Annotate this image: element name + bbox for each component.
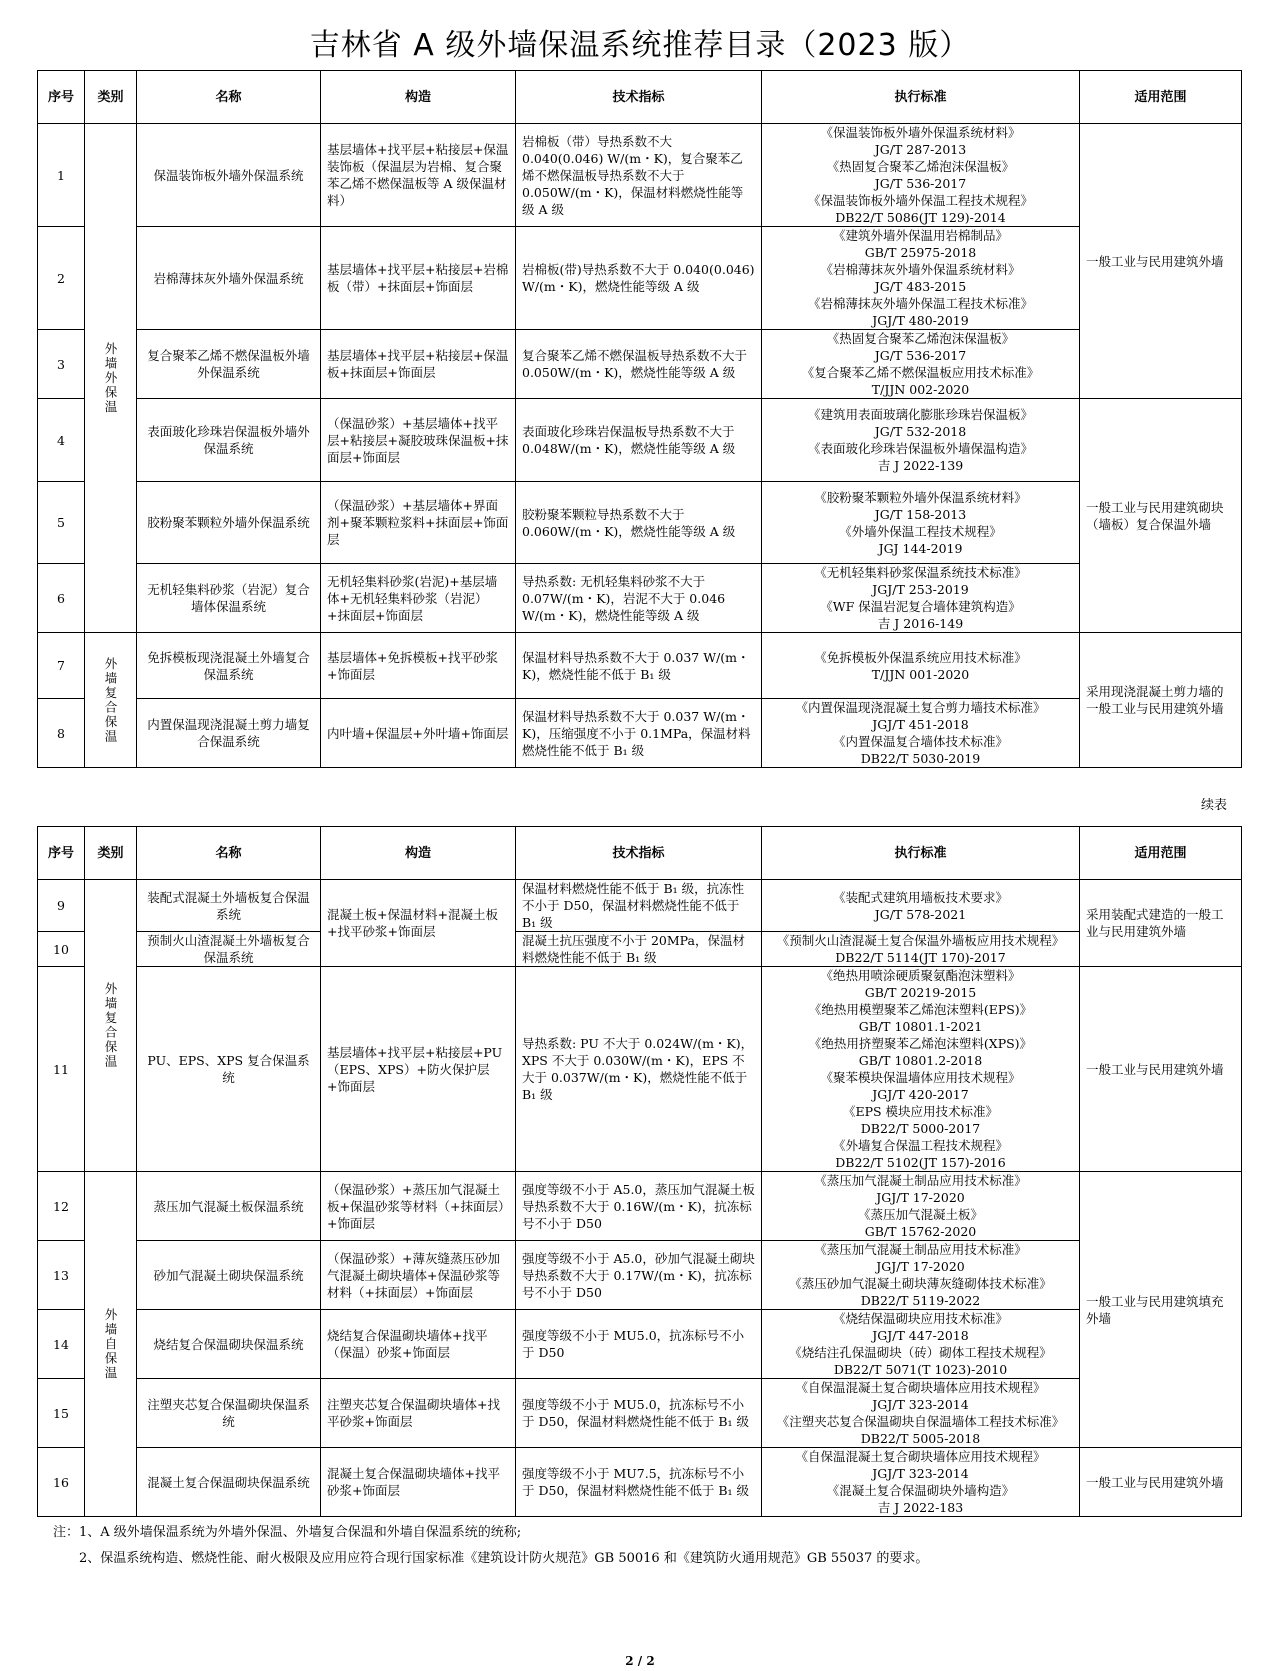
- construction-cell: （保温砂浆）+蒸压加气混凝土板+保温砂浆等材料（+抹面层）+饰面层: [321, 1172, 516, 1241]
- standard-line: 《外墙外保温工程技术规程》: [839, 523, 1002, 539]
- tech-spec-cell: 强度等级不小于 MU7.5，抗冻标号不小于 D50，保温材料燃烧性能不低于 B₁ 级: [516, 1448, 762, 1517]
- tech-spec-cell: 岩棉板(带)导热系数不大于 0.040(0.046) W/(m・K)，燃烧性能等级 A 级: [516, 227, 762, 330]
- scope-cell: 一般工业与民用建筑外墙: [1080, 1448, 1242, 1517]
- header-tech: 技术指标: [516, 827, 762, 880]
- system-name: 注塑夹芯复合保温砌块保温系统: [137, 1379, 321, 1448]
- standard-line: JGJ/T 451-2018: [872, 717, 969, 732]
- note-1: 注：1、A 级外墙保温系统为外墙外保温、外墙复合保温和外墙自保温系统的统称;: [53, 1525, 522, 1540]
- construction-cell: 无机轻集料砂浆(岩泥)+基层墙体+无机轻集料砂浆（岩泥）+抹面层+饰面层: [321, 564, 516, 633]
- standard-line: 《建筑外墙外保温用岩棉制品》: [832, 228, 1008, 243]
- standard-line: JGJ/T 17-2020: [876, 1259, 965, 1274]
- standard-line: 《烧结注孔保温砌块（砖）砌体工程技术规程》: [789, 1345, 1052, 1360]
- table-row: [38, 1310, 1242, 1379]
- tech-spec-cell: 导热系数: 无机轻集料砂浆不大于 0.07W/(m・K)，岩泥不大于 0.046 W/(m・K)，燃烧性能等级 A 级: [516, 564, 762, 633]
- standard-line: JGJ/T 323-2014: [872, 1466, 969, 1481]
- tech-spec-cell: 复合聚苯乙烯不燃保温板导热系数不大于 0.050W/(m・K)，燃烧性能等级 A 级: [516, 330, 762, 399]
- standard-line: JGJ/T 447-2018: [872, 1328, 969, 1343]
- system-name: 胶粉聚苯颗粒外墙外保温系统: [137, 482, 321, 564]
- category-cell: 外墙复合保温: [85, 880, 137, 1172]
- standard-line: 吉 J 2016-149: [877, 616, 964, 631]
- tech-spec-cell: 强度等级不小于 MU5.0，抗冻标号不小于 D50，保温材料燃烧性能不低于 B₁ 级: [516, 1379, 762, 1448]
- header-scope: 适用范围: [1080, 71, 1242, 124]
- standard-line: 《岩棉薄抹灰外墙外保温工程技术标准》: [807, 296, 1033, 311]
- standard-line: 《蒸压砂加气混凝土砌块薄灰缝砌体技术标准》: [789, 1276, 1052, 1291]
- standard-line: DB22/T 5000-2017: [860, 1121, 981, 1136]
- construction-cell: 基层墙体+免拆模板+找平砂浆+饰面层: [321, 633, 516, 699]
- header-category: 类别: [85, 71, 137, 124]
- standard-cell: [762, 880, 1080, 932]
- row-number: 14: [38, 1310, 85, 1379]
- construction-cell: （保温砂浆）+薄灰缝蒸压砂加气混凝土砌块墙体+保温砂浆等材料（+抹面层）+饰面层: [321, 1241, 516, 1310]
- tech-spec-cell: 强度等级不小于 A5.0，蒸压加气混凝土板导热系数不大于 0.16W/(m・K)，抗冻标号不小于 D50: [516, 1172, 762, 1241]
- standard-line: JG/T 287-2013: [874, 142, 967, 157]
- standard-line: GB/T 10801.1-2021: [858, 1019, 983, 1034]
- construction-cell: 混凝土板+保温材料+混凝土板+找平砂浆+饰面层: [321, 880, 516, 967]
- note-2: 2、保温系统构造、燃烧性能、耐火极限及应用应符合现行国家标准《建筑设计防火规范》GB 50016 和《建筑防火通用规范》GB 55037 的要求。: [79, 1551, 929, 1566]
- standard-line: JG/T 536-2017: [874, 348, 967, 363]
- system-name: 内置保温现浇混凝土剪力墙复合保温系统: [137, 699, 321, 768]
- standard-line: GB/T 25975-2018: [864, 245, 977, 260]
- row-number: 1: [38, 124, 85, 227]
- header-construction: 构造: [321, 827, 516, 880]
- standard-line: 《无机轻集料砂浆保温系统技术标准》: [814, 565, 1027, 580]
- standard-line: 《蒸压加气混凝土制品应用技术标准》: [814, 1173, 1027, 1188]
- standard-line: GB/T 10801.2-2018: [858, 1053, 983, 1068]
- notes: [53, 1520, 928, 1572]
- construction-cell: 基层墙体+找平层+粘接层+保温装饰板（保温层为岩棉、复合聚苯乙烯不燃保温板等 A 级保温材料）: [321, 124, 516, 227]
- standard-line: DB22/T 5119-2022: [860, 1293, 981, 1308]
- standard-line: DB22/T 5030-2019: [860, 751, 981, 766]
- scope-cell: 一般工业与民用建筑填充外墙: [1080, 1172, 1242, 1448]
- standard-line: GB/T 20219-2015: [864, 985, 977, 1000]
- scope-cell: 采用装配式建造的一般工业与民用建筑外墙: [1080, 880, 1242, 967]
- standard-line: 《预制火山渣混凝土复合保温外墙板应用技术规程》: [776, 933, 1065, 948]
- header-no: 序号: [38, 827, 85, 880]
- header-no: 序号: [38, 71, 85, 124]
- standard-cell: [762, 564, 1080, 633]
- standard-line: 《绝热用喷涂硬质聚氨酯泡沫塑料》: [820, 968, 1021, 983]
- header-category: 类别: [85, 827, 137, 880]
- scope-cell: 一般工业与民用建筑外墙: [1080, 124, 1242, 399]
- category-cell: 外墙自保温: [85, 1172, 137, 1517]
- scope-cell: 采用现浇混凝土剪力墙的一般工业与民用建筑外墙: [1080, 633, 1242, 768]
- header-tech: 技术指标: [516, 71, 762, 124]
- standard-cell: [762, 1448, 1080, 1517]
- header-standard: 执行标准: [762, 71, 1080, 124]
- standard-line: 《混凝土复合保温砌块外墙构造》: [826, 1483, 1015, 1498]
- table-row: [38, 124, 1242, 227]
- header-name: 名称: [137, 827, 321, 880]
- catalog-table-2: [37, 826, 1242, 1517]
- table-row: [38, 1172, 1242, 1241]
- standard-line: 《内置保温现浇混凝土复合剪力墙技术标准》: [795, 700, 1046, 715]
- standard-cell: [762, 124, 1080, 227]
- standard-cell: [762, 932, 1080, 967]
- construction-cell: （保温砂浆）+基层墙体+界面剂+聚苯颗粒浆料+抹面层+饰面层: [321, 482, 516, 564]
- standard-line: 《EPS 模块应用技术标准》: [842, 1104, 999, 1119]
- standard-line: JGJ/T 323-2014: [872, 1397, 969, 1412]
- standard-cell: [762, 633, 1080, 699]
- header-name: 名称: [137, 71, 321, 124]
- standard-line: 《绝热用模塑聚苯乙烯泡沫塑料(EPS)》: [808, 1002, 1033, 1017]
- row-number: 8: [38, 699, 85, 768]
- standard-cell: [762, 399, 1080, 482]
- tech-spec-cell: 混凝土抗压强度不小于 20MPa，保温材料燃烧性能不低于 B₁ 级: [516, 932, 762, 967]
- row-number: 13: [38, 1241, 85, 1310]
- row-number: 4: [38, 399, 85, 482]
- table-row: [38, 564, 1242, 633]
- construction-cell: 注塑夹芯复合保温砌块墙体+找平砂浆+饰面层: [321, 1379, 516, 1448]
- standard-line: 《保温装饰板外墙外保温工程技术规程》: [807, 193, 1033, 208]
- standard-cell: [762, 330, 1080, 399]
- system-name: 混凝土复合保温砌块保温系统: [137, 1448, 321, 1517]
- standard-line: 《表面玻化珍珠岩保温板外墙保温构造》: [807, 441, 1033, 456]
- system-name: 无机轻集料砂浆（岩泥）复合墙体保温系统: [137, 564, 321, 633]
- tech-spec-cell: 胶粉聚苯颗粒导热系数不大于 0.060W/(m・K)，燃烧性能等级 A 级: [516, 482, 762, 564]
- table-row: [38, 967, 1242, 1172]
- standard-line: 《绝热用挤塑聚苯乙烯泡沫塑料(XPS)》: [808, 1036, 1033, 1051]
- standard-line: 《胶粉聚苯颗粒外墙外保温系统材料》: [814, 489, 1027, 505]
- standard-line: DB22/T 5071(T 1023)-2010: [833, 1362, 1008, 1377]
- system-name: PU、EPS、XPS 复合保温系统: [137, 967, 321, 1172]
- standard-line: 《内置保温复合墙体技术标准》: [832, 734, 1008, 749]
- standard-line: 吉 J 2022-183: [877, 1500, 964, 1515]
- system-name: 复合聚苯乙烯不燃保温板外墙外保温系统: [137, 330, 321, 399]
- table-row: [38, 699, 1242, 768]
- standard-line: 《免拆模板外保温系统应用技术标准》: [814, 649, 1027, 665]
- construction-cell: 内叶墙+保温层+外叶墙+饰面层: [321, 699, 516, 768]
- system-name: 装配式混凝土外墙板复合保温系统: [137, 880, 321, 932]
- table-row: [38, 880, 1242, 932]
- standard-line: DB22/T 5102(JT 157)-2016: [835, 1155, 1006, 1170]
- header-standard: 执行标准: [762, 827, 1080, 880]
- table-row: [38, 633, 1242, 699]
- table-row: [38, 227, 1242, 330]
- standard-line: 吉 J 2022-139: [877, 458, 964, 473]
- tech-spec-cell: 保温材料燃烧性能不低于 B₁ 级，抗冻性不小于 D50，保温材料燃烧性能不低于 B₁ 级: [516, 880, 762, 932]
- standard-line: JGJ/T 480-2019: [872, 313, 969, 328]
- standard-line: 《WF 保温岩泥复合墙体建筑构造》: [820, 599, 1021, 614]
- header-scope: 适用范围: [1080, 827, 1242, 880]
- standard-cell: [762, 482, 1080, 564]
- standard-cell: [762, 1379, 1080, 1448]
- standard-line: JG/T 483-2015: [874, 279, 967, 294]
- tech-spec-cell: 强度等级不小于 A5.0，砂加气混凝土砌块导热系数不大于 0.17W/(m・K)，抗冻标号不小于 D50: [516, 1241, 762, 1310]
- standard-line: DB22/T 5086(JT 129)-2014: [835, 210, 1006, 225]
- row-number: 16: [38, 1448, 85, 1517]
- construction-cell: （保温砂浆）+基层墙体+找平层+粘接层+凝胶玻珠保温板+抹面层+饰面层: [321, 399, 516, 482]
- tech-spec-cell: 导热系数: PU 不大于 0.024W/(m・K)，XPS 不大于 0.030W/(m・K)，EPS 不大于 0.037W/(m・K)，燃烧性能不低于 B₁ 级: [516, 967, 762, 1172]
- standard-line: 《自保温混凝土复合砌块墙体应用技术规程》: [795, 1380, 1046, 1395]
- table-row: [38, 330, 1242, 399]
- standard-line: 《自保温混凝土复合砌块墙体应用技术规程》: [795, 1449, 1046, 1464]
- table-row: [38, 1448, 1242, 1517]
- construction-cell: 烧结复合保温砌块墙体+找平（保温）砂浆+饰面层: [321, 1310, 516, 1379]
- table-row: [38, 1241, 1242, 1310]
- row-number: 9: [38, 880, 85, 932]
- row-number: 5: [38, 482, 85, 564]
- system-name: 岩棉薄抹灰外墙外保温系统: [137, 227, 321, 330]
- standard-line: JGJ/T 420-2017: [872, 1087, 969, 1102]
- standard-line: JGJ/T 253-2019: [872, 582, 969, 597]
- row-number: 12: [38, 1172, 85, 1241]
- category-cell: 外墙复合保温: [85, 633, 137, 768]
- table-row: [38, 482, 1242, 564]
- tech-spec-cell: 岩棉板（带）导热系数不大 0.040(0.046) W/(m・K)，复合聚苯乙烯不燃保温板导热系数不大于 0.050W/(m・K)，保温材料燃烧性能等级 A 级: [516, 124, 762, 227]
- table-row: [38, 932, 1242, 967]
- standard-line: JGJ 144-2019: [878, 540, 963, 556]
- row-number: 6: [38, 564, 85, 633]
- standard-line: 《保温装饰板外墙外保温系统材料》: [820, 125, 1021, 140]
- row-number: 11: [38, 967, 85, 1172]
- tech-spec-cell: 表面玻化珍珠岩保温板导热系数不大于 0.048W/(m・K)，燃烧性能等级 A 级: [516, 399, 762, 482]
- standard-cell: [762, 227, 1080, 330]
- standard-line: JG/T 532-2018: [874, 424, 967, 439]
- standard-line: 《装配式建筑用墙板技术要求》: [832, 889, 1008, 905]
- row-number: 2: [38, 227, 85, 330]
- tech-spec-cell: 保温材料导热系数不大于 0.037 W/(m・K)，压缩强度不小于 0.1MPa，保温材料燃烧性能不低于 B₁ 级: [516, 699, 762, 768]
- page-title: 吉林省 A 级外墙保温系统推荐目录（2023 版）: [309, 28, 971, 63]
- table-row: [38, 399, 1242, 482]
- standard-line: 《热固复合聚苯乙烯泡沫保温板》: [826, 159, 1015, 174]
- continued-label: 续表: [1200, 798, 1227, 813]
- standard-line: 《烧结保温砌块应用技术标准》: [832, 1311, 1008, 1326]
- scope-cell: 一般工业与民用建筑砌块（墙板）复合保温外墙: [1080, 399, 1242, 633]
- standard-line: 《注塑夹芯复合保温砌块自保温墙体工程技术标准》: [776, 1414, 1065, 1429]
- standard-line: 《蒸压加气混凝土制品应用技术标准》: [814, 1242, 1027, 1257]
- system-name: 烧结复合保温砌块保温系统: [137, 1310, 321, 1379]
- table-row: [38, 1379, 1242, 1448]
- row-number: 10: [38, 932, 85, 967]
- standard-cell: [762, 1310, 1080, 1379]
- standard-line: JGJ/T 17-2020: [876, 1190, 965, 1205]
- construction-cell: 基层墙体+找平层+粘接层+保温板+抹面层+饰面层: [321, 330, 516, 399]
- standard-line: JG/T 536-2017: [874, 176, 967, 191]
- standard-line: JG/T 578-2021: [874, 906, 967, 922]
- standard-line: 《建筑用表面玻璃化膨胀珍珠岩保温板》: [807, 407, 1033, 422]
- construction-cell: 混凝土复合保温砌块墙体+找平砂浆+饰面层: [321, 1448, 516, 1517]
- standard-line: DB22/T 5114(JT 170)-2017: [835, 950, 1006, 965]
- standard-line: DB22/T 5005-2018: [860, 1431, 981, 1446]
- system-name: 保温装饰板外墙外保温系统: [137, 124, 321, 227]
- standard-line: 《岩棉薄抹灰外墙外保温系统材料》: [820, 262, 1021, 277]
- row-number: 3: [38, 330, 85, 399]
- system-name: 砂加气混凝土砌块保温系统: [137, 1241, 321, 1310]
- standard-cell: [762, 699, 1080, 768]
- scope-cell: 一般工业与民用建筑外墙: [1080, 967, 1242, 1172]
- row-number: 7: [38, 633, 85, 699]
- system-name: 预制火山渣混凝土外墙板复合保温系统: [137, 932, 321, 967]
- standard-line: GB/T 15762-2020: [864, 1224, 977, 1239]
- system-name: 蒸压加气混凝土板保温系统: [137, 1172, 321, 1241]
- standard-line: JG/T 158-2013: [874, 506, 967, 522]
- system-name: 免拆模板现浇混凝土外墙复合保温系统: [137, 633, 321, 699]
- page-number: 2 / 2: [625, 1654, 655, 1668]
- construction-cell: 基层墙体+找平层+粘接层+PU（EPS、XPS）+防火保护层+饰面层: [321, 967, 516, 1172]
- header-construction: 构造: [321, 71, 516, 124]
- construction-cell: 基层墙体+找平层+粘接层+岩棉板（带）+抹面层+饰面层: [321, 227, 516, 330]
- standard-cell: [762, 1241, 1080, 1310]
- standard-line: 《蒸压加气混凝土板》: [857, 1207, 983, 1222]
- standard-line: T/JJN 001-2020: [871, 666, 970, 682]
- system-name: 表面玻化珍珠岩保温板外墙外保温系统: [137, 399, 321, 482]
- standard-line: 《聚苯模块保温墙体应用技术规程》: [820, 1070, 1021, 1085]
- standard-line: 《复合聚苯乙烯不燃保温板应用技术标准》: [801, 365, 1040, 380]
- standard-line: 《外墙复合保温工程技术规程》: [832, 1138, 1008, 1153]
- standard-cell: [762, 1172, 1080, 1241]
- standard-cell: [762, 967, 1080, 1172]
- standard-line: T/JJN 002-2020: [871, 382, 970, 397]
- tech-spec-cell: 保温材料导热系数不大于 0.037 W/(m・K)，燃烧性能不低于 B₁ 级: [516, 633, 762, 699]
- tech-spec-cell: 强度等级不小于 MU5.0，抗冻标号不小于 D50: [516, 1310, 762, 1379]
- category-cell: 外墙外保温: [85, 124, 137, 633]
- row-number: 15: [38, 1379, 85, 1448]
- catalog-table-1: [37, 70, 1242, 768]
- standard-line: 《热固复合聚苯乙烯泡沫保温板》: [826, 331, 1015, 346]
